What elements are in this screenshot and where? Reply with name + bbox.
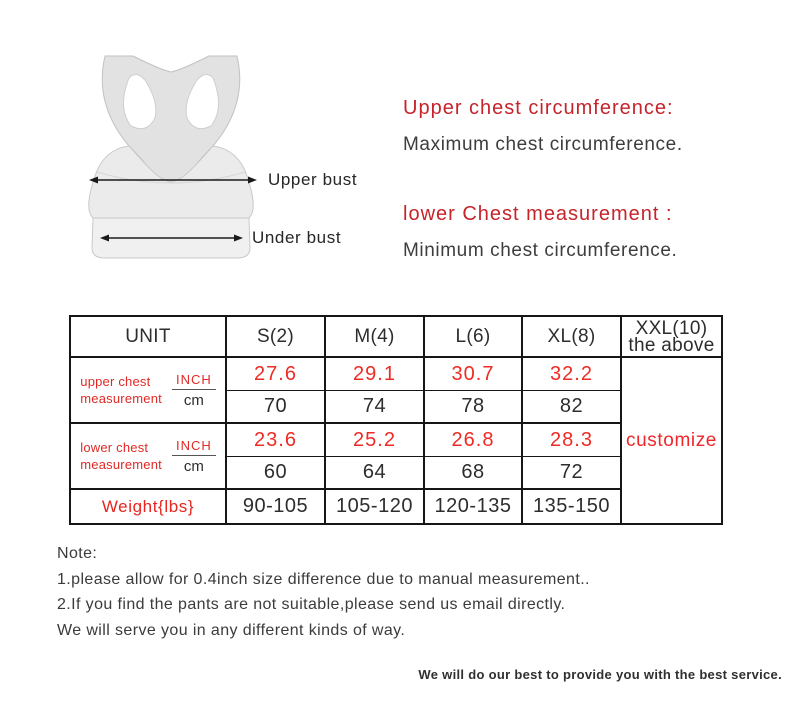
weight-l: 120-135	[424, 489, 522, 524]
upper-inch-l: 30.7	[424, 357, 522, 391]
note-line-1: 1.please allow for 0.4inch size difference due to manual measurement..	[57, 570, 590, 588]
weight-s: 90-105	[226, 489, 325, 524]
size-chart-table	[69, 315, 723, 525]
upper-chest-label-line2: measurement	[80, 391, 162, 406]
upper-chest-description: Maximum chest circumference.	[403, 134, 683, 155]
upper-chest-inch-row	[70, 357, 722, 391]
header-xxl-line1: XXL(10)	[635, 317, 708, 339]
header-size-s: S(2)	[226, 316, 325, 357]
lower-chest-unit-fraction	[172, 438, 216, 475]
cm-unit-label: cm	[183, 457, 204, 475]
header-size-l: L(6)	[424, 316, 522, 357]
weight-xl: 135-150	[522, 489, 621, 524]
header-size-xl: XL(8)	[522, 316, 621, 357]
cm-unit-label: cm	[183, 391, 204, 409]
upper-inch-xl: 32.2	[522, 357, 621, 391]
upper-chest-title: Upper chest circumference:	[403, 97, 674, 119]
lower-chest-label-cell	[70, 423, 226, 489]
lower-cm-l: 68	[424, 457, 522, 490]
upper-cm-l: 78	[424, 391, 522, 424]
lower-chest-title: lower Chest measurement :	[403, 203, 673, 225]
sports-bra-image	[85, 50, 260, 265]
table-header-row	[70, 316, 722, 357]
under-bust-label: Under bust	[252, 228, 342, 247]
lower-inch-m: 25.2	[325, 423, 424, 457]
upper-cm-xl: 82	[522, 391, 621, 424]
upper-chest-label-line1: upper chest	[80, 374, 151, 389]
upper-bust-label: Upper bust	[268, 170, 358, 189]
weight-m: 105-120	[325, 489, 424, 524]
lower-inch-xl: 28.3	[522, 423, 621, 457]
upper-cm-s: 70	[226, 391, 325, 424]
lower-inch-l: 26.8	[424, 423, 522, 457]
inch-unit-label: INCH	[172, 372, 216, 390]
note-block	[57, 541, 590, 643]
upper-chest-label-cell	[70, 357, 226, 423]
note-heading: Note:	[57, 545, 98, 562]
customize-cell: customize	[621, 357, 722, 524]
inch-unit-label: INCH	[172, 438, 216, 456]
note-line-3: We will serve you in any different kinds of way.	[57, 621, 406, 639]
lower-cm-m: 64	[325, 457, 424, 490]
header-xxl-line2: the above	[628, 334, 715, 356]
footer-service-text: We will do our best to provide you with the best service.	[418, 667, 782, 682]
header-size-xxl	[621, 316, 722, 357]
lower-cm-s: 60	[226, 457, 325, 490]
lower-cm-xl: 72	[522, 457, 621, 490]
upper-inch-m: 29.1	[325, 357, 424, 391]
lower-chest-label-line1: lower chest	[80, 440, 149, 455]
upper-cm-m: 74	[325, 391, 424, 424]
lower-chest-description: Minimum chest circumference.	[403, 240, 678, 261]
lower-inch-s: 23.6	[226, 423, 325, 457]
header-size-m: M(4)	[325, 316, 424, 357]
header-unit: UNIT	[70, 316, 226, 357]
upper-inch-s: 27.6	[226, 357, 325, 391]
lower-chest-label-line2: measurement	[80, 457, 162, 472]
note-line-2: 2.If you find the pants are not suitable,please send us email directly.	[57, 596, 566, 613]
upper-chest-unit-fraction	[172, 372, 216, 409]
weight-label: Weight{lbs}	[70, 489, 226, 524]
